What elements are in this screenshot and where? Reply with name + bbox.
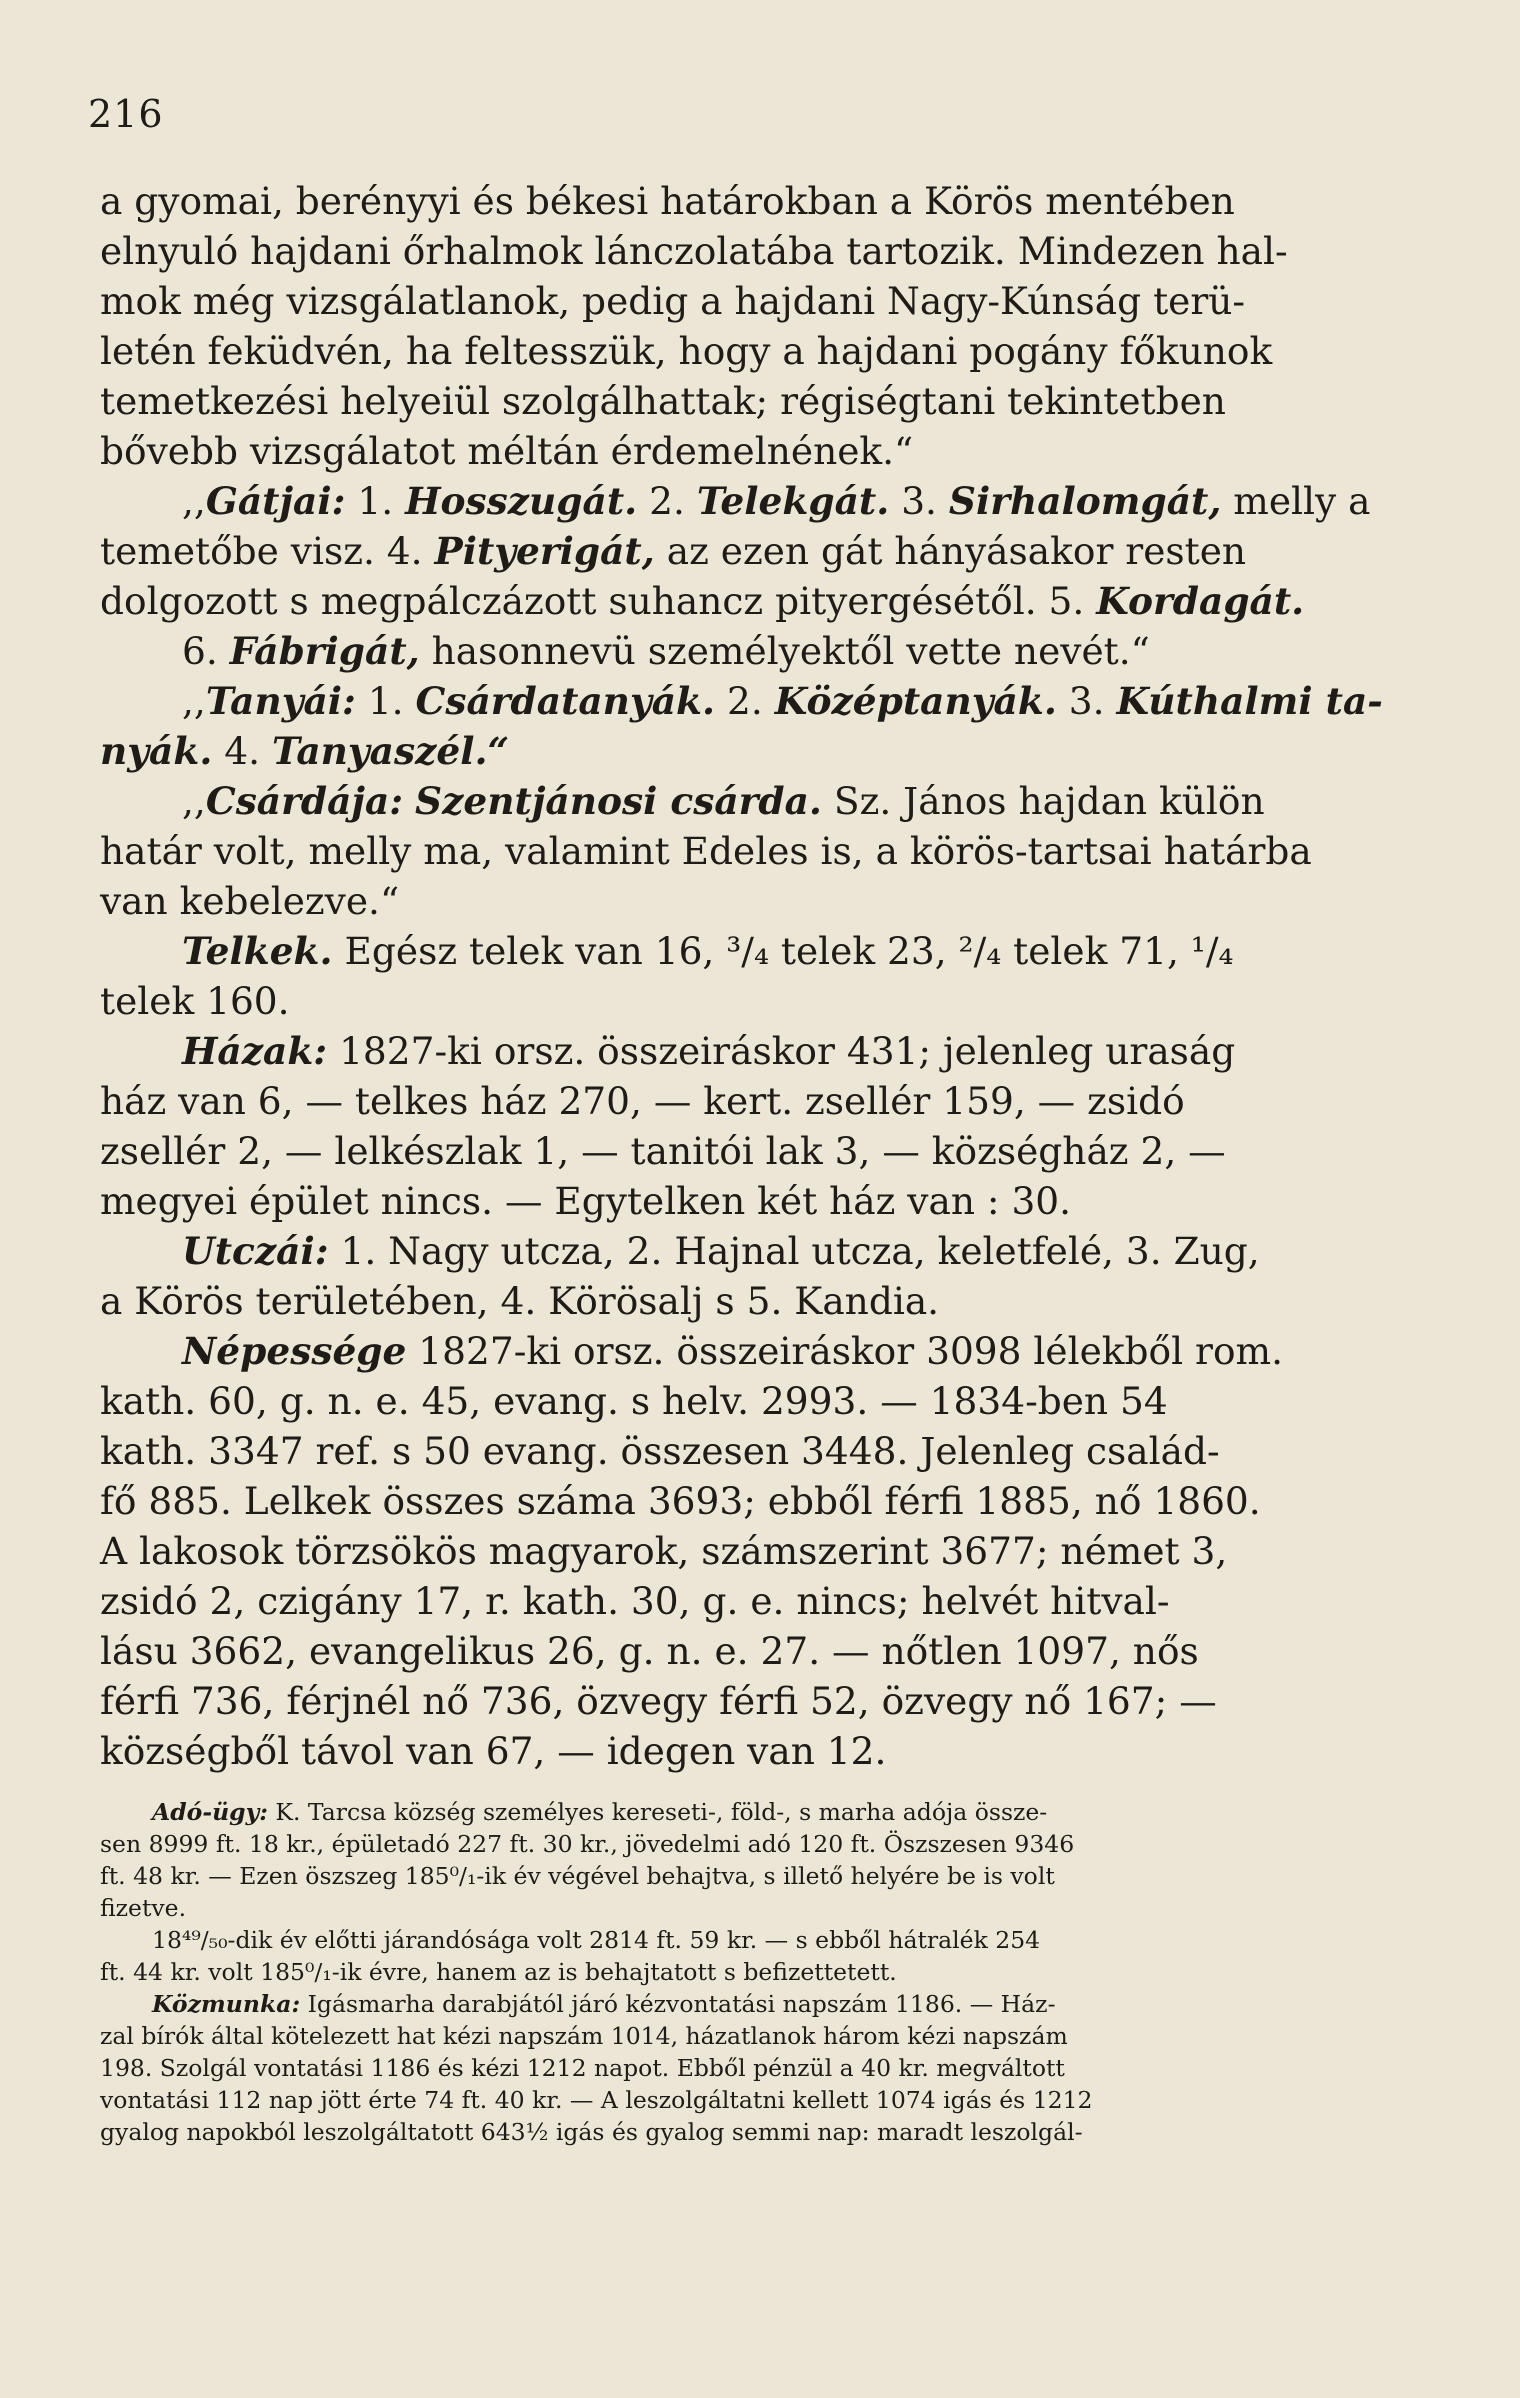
lines-text: Csárdája: xyxy=(205,779,404,823)
lines-text: 6. xyxy=(182,629,230,673)
lines-text: Csárdatanyák. xyxy=(415,679,716,723)
lines-line xyxy=(100,176,1418,226)
footnotes-line xyxy=(100,1828,1418,1860)
lines-line xyxy=(100,1226,1418,1276)
lines-text: 2. xyxy=(715,679,775,723)
lines-text: 1. xyxy=(345,479,406,523)
lines-line xyxy=(100,276,1418,326)
lines-line xyxy=(100,376,1418,426)
footnotes-text: K. Tarcsa község személyes kereseti-, föld-, s marha adója össze- xyxy=(267,1798,1048,1826)
footnotes-text: 198. Szolgál vontatási 1186 és kézi 1212 napot. Ebből pénzül a 40 kr. megváltott xyxy=(100,2054,1065,2082)
lines-text: Tanyaszél.“ xyxy=(272,729,510,773)
lines-text: Szentjánosi csárda. xyxy=(415,779,822,823)
lines-text: férfi 736, férjnél nő 736, özvegy férfi 52, özvegy nő 167; — xyxy=(100,1679,1217,1723)
lines-line xyxy=(100,626,1418,676)
lines-text: Házak: xyxy=(182,1029,328,1073)
lines-text: elnyuló hajdani őrhalmok lánczolatába tartozik. Mindezen hal- xyxy=(100,229,1288,273)
lines-line xyxy=(100,1076,1418,1126)
lines-line xyxy=(100,326,1418,376)
footnotes-text: zal bírók által kötelezett hat kézi napszám 1014, házatlanok három kézi napszám xyxy=(100,2022,1068,2050)
lines-line xyxy=(100,1376,1418,1426)
footnotes-text: gyalog napokból leszolgáltatott 643½ igás és gyalog semmi nap: maradt leszolgál- xyxy=(100,2118,1083,2146)
footnotes-text: ft. 44 kr. volt 185⁰/₁-ik évre, hanem az is behajtatott s befizettetett. xyxy=(100,1958,897,1986)
lines-text: Népessége xyxy=(182,1329,407,1373)
lines-text: Tanyái: xyxy=(205,679,356,723)
lines-text: lásu 3662, evangelikus 26, g. n. e. 27. — nőtlen 1097, nős xyxy=(100,1629,1199,1673)
footnotes-line xyxy=(100,2116,1418,2148)
footnotes-text: Adó-ügy: xyxy=(152,1798,268,1826)
lines-line xyxy=(100,1476,1418,1526)
footnotes-line xyxy=(100,1860,1418,1892)
footnotes-text: Közmunka: xyxy=(152,1990,301,2018)
footnotes-line xyxy=(100,2052,1418,2084)
lines-line xyxy=(100,726,1418,776)
lines-text: határ volt, melly ma, valamint Edeles is, a körös-tartsai határba xyxy=(100,829,1312,873)
lines-text: Gátjai: xyxy=(205,479,346,523)
lines-text: ,, xyxy=(182,679,206,723)
lines-line xyxy=(100,1676,1418,1726)
lines-text: van kebelezve.“ xyxy=(100,879,400,923)
lines-text: A lakosok törzsökös magyarok, számszerint 3677; német 3, xyxy=(100,1529,1228,1573)
footnotes-text: sen 8999 ft. 18 kr., épületadó 227 ft. 30 kr., jövedelmi adó 120 ft. Öszszesen 9346 xyxy=(100,1830,1075,1858)
footnotes-line xyxy=(100,1892,1418,1924)
lines-text: temetkezési helyeiül szolgálhattak; régiségtani tekintetben xyxy=(100,379,1226,423)
lines-text: 2. xyxy=(637,479,697,523)
lines-text: 4. xyxy=(212,729,273,773)
lines-line xyxy=(100,1526,1418,1576)
lines-line xyxy=(100,526,1418,576)
lines-line xyxy=(100,1126,1418,1176)
lines-text: az ezen gát hányásakor resten xyxy=(654,529,1247,573)
lines-text: nyák. xyxy=(100,729,213,773)
lines-line xyxy=(100,1626,1418,1676)
lines-line xyxy=(100,676,1418,726)
lines-text: 3. xyxy=(889,479,949,523)
lines-line xyxy=(100,826,1418,876)
lines-text: Kúthalmi ta- xyxy=(1116,679,1383,723)
lines-line xyxy=(100,876,1418,926)
lines-text: zsellér 2, — lelkészlak 1, — tanitói lak 3, — községház 2, — xyxy=(100,1129,1226,1173)
lines-text: fő 885. Lelkek összes száma 3693; ebből férfi 1885, nő 1860. xyxy=(100,1479,1261,1523)
lines-text: ház van 6, — telkes ház 270, — kert. zsellér 159, — zsidó xyxy=(100,1079,1185,1123)
lines-text: dolgozott s megpálczázott suhancz pityergésétől. 5. xyxy=(100,579,1097,623)
footnotes-line xyxy=(100,2084,1418,2116)
body-text xyxy=(100,176,1418,2148)
lines-text: mok még vizsgálatlanok, pedig a hajdani Nagy-Kúnság terü- xyxy=(100,279,1246,323)
lines-line xyxy=(100,776,1418,826)
page-number: 216 xyxy=(88,92,164,136)
main-text xyxy=(100,176,1418,1776)
lines-text: 1827-ki orsz. összeiráskor 3098 lélekből rom. xyxy=(406,1329,1284,1373)
lines-text: községből távol van 67, — idegen van 12. xyxy=(100,1729,887,1773)
lines-line xyxy=(100,1176,1418,1226)
footnotes-text: ft. 48 kr. — Ezen öszszeg 185⁰/₁-ik év végével behajtva, s illető helyére be is volt xyxy=(100,1862,1055,1890)
lines-text: Fábrigát, xyxy=(229,629,420,673)
lines-line xyxy=(100,1276,1418,1326)
lines-line xyxy=(100,1726,1418,1776)
lines-text: melly a xyxy=(1221,479,1371,523)
lines-text: 3. xyxy=(1056,679,1117,723)
lines-line xyxy=(100,976,1418,1026)
lines-text: hasonnevü személyektől vette nevét.“ xyxy=(419,629,1150,673)
lines-line xyxy=(100,1576,1418,1626)
lines-text: a gyomai, berényyi és békesi határokban a Körös mentében xyxy=(100,179,1235,223)
footnotes-line xyxy=(100,1796,1418,1828)
lines-text xyxy=(403,779,415,823)
footnotes-line xyxy=(100,1956,1418,1988)
footnotes-line xyxy=(100,1924,1418,1956)
lines-text: kath. 60, g. n. e. 45, evang. s helv. 2993. — 1834-ben 54 xyxy=(100,1379,1168,1423)
lines-text: Telkek. xyxy=(182,929,333,973)
lines-text: zsidó 2, czigány 17, r. kath. 30, g. e. nincs; helvét hitval- xyxy=(100,1579,1170,1623)
footnotes-line xyxy=(100,2020,1418,2052)
lines-text: 1. xyxy=(355,679,416,723)
lines-text: Utczái: xyxy=(182,1229,329,1273)
lines-text: a Körös területében, 4. Körösalj s 5. Kandia. xyxy=(100,1279,940,1323)
lines-text: bővebb vizsgálatot méltán érdemelnének.“ xyxy=(100,429,914,473)
lines-text: Középtanyák. xyxy=(774,679,1057,723)
lines-text: 1827-ki orsz. összeiráskor 431; jelenleg uraság xyxy=(327,1029,1236,1073)
lines-line xyxy=(100,226,1418,276)
lines-text: megyei épület nincs. — Egytelken két ház van : 30. xyxy=(100,1179,1072,1223)
lines-text: Sz. János hajdan külön xyxy=(821,779,1265,823)
footnotes-text: 18⁴⁹/₅₀-dik év előtti járandósága volt 2814 ft. 59 kr. — s ebből hátralék 254 xyxy=(152,1926,1041,1954)
lines-line xyxy=(100,1426,1418,1476)
lines-text: Hosszugát. xyxy=(405,479,638,523)
lines-line xyxy=(100,576,1418,626)
lines-text: letén feküdvén, ha feltesszük, hogy a hajdani pogány főkunok xyxy=(100,329,1273,373)
lines-text: Telekgát. xyxy=(696,479,890,523)
footnotes-text: vontatási 112 nap jött érte 74 ft. 40 kr. — A leszolgáltatni kellett 1074 igás és 1212 xyxy=(100,2086,1093,2114)
lines-line xyxy=(100,426,1418,476)
footnotes-line xyxy=(100,1988,1418,2020)
lines-line xyxy=(100,1026,1418,1076)
footnotes xyxy=(100,1796,1418,2148)
lines-text: 1. Nagy utcza, 2. Hajnal utcza, keletfelé, 3. Zug, xyxy=(328,1229,1260,1273)
lines-text: temetőbe visz. 4. xyxy=(100,529,435,573)
lines-line xyxy=(100,1326,1418,1376)
lines-text: ,, xyxy=(182,479,206,523)
footnotes-text: Igásmarha darabjától járó kézvontatási napszám 1186. — Ház- xyxy=(300,1990,1056,2018)
lines-text: Egész telek van 16, ³/₄ telek 23, ²/₄ telek 71, ¹/₄ xyxy=(332,929,1234,973)
lines-line xyxy=(100,476,1418,526)
lines-text: Kordagát. xyxy=(1096,579,1305,623)
lines-text: telek 160. xyxy=(100,979,290,1023)
lines-text: ,, xyxy=(182,779,206,823)
lines-text: Pityerigát, xyxy=(434,529,655,573)
lines-line xyxy=(100,926,1418,976)
lines-text: Sirhalomgát, xyxy=(948,479,1222,523)
footnotes-text: fizetve. xyxy=(100,1894,187,1922)
lines-text: kath. 3347 ref. s 50 evang. összesen 3448. Jelenleg család- xyxy=(100,1429,1220,1473)
